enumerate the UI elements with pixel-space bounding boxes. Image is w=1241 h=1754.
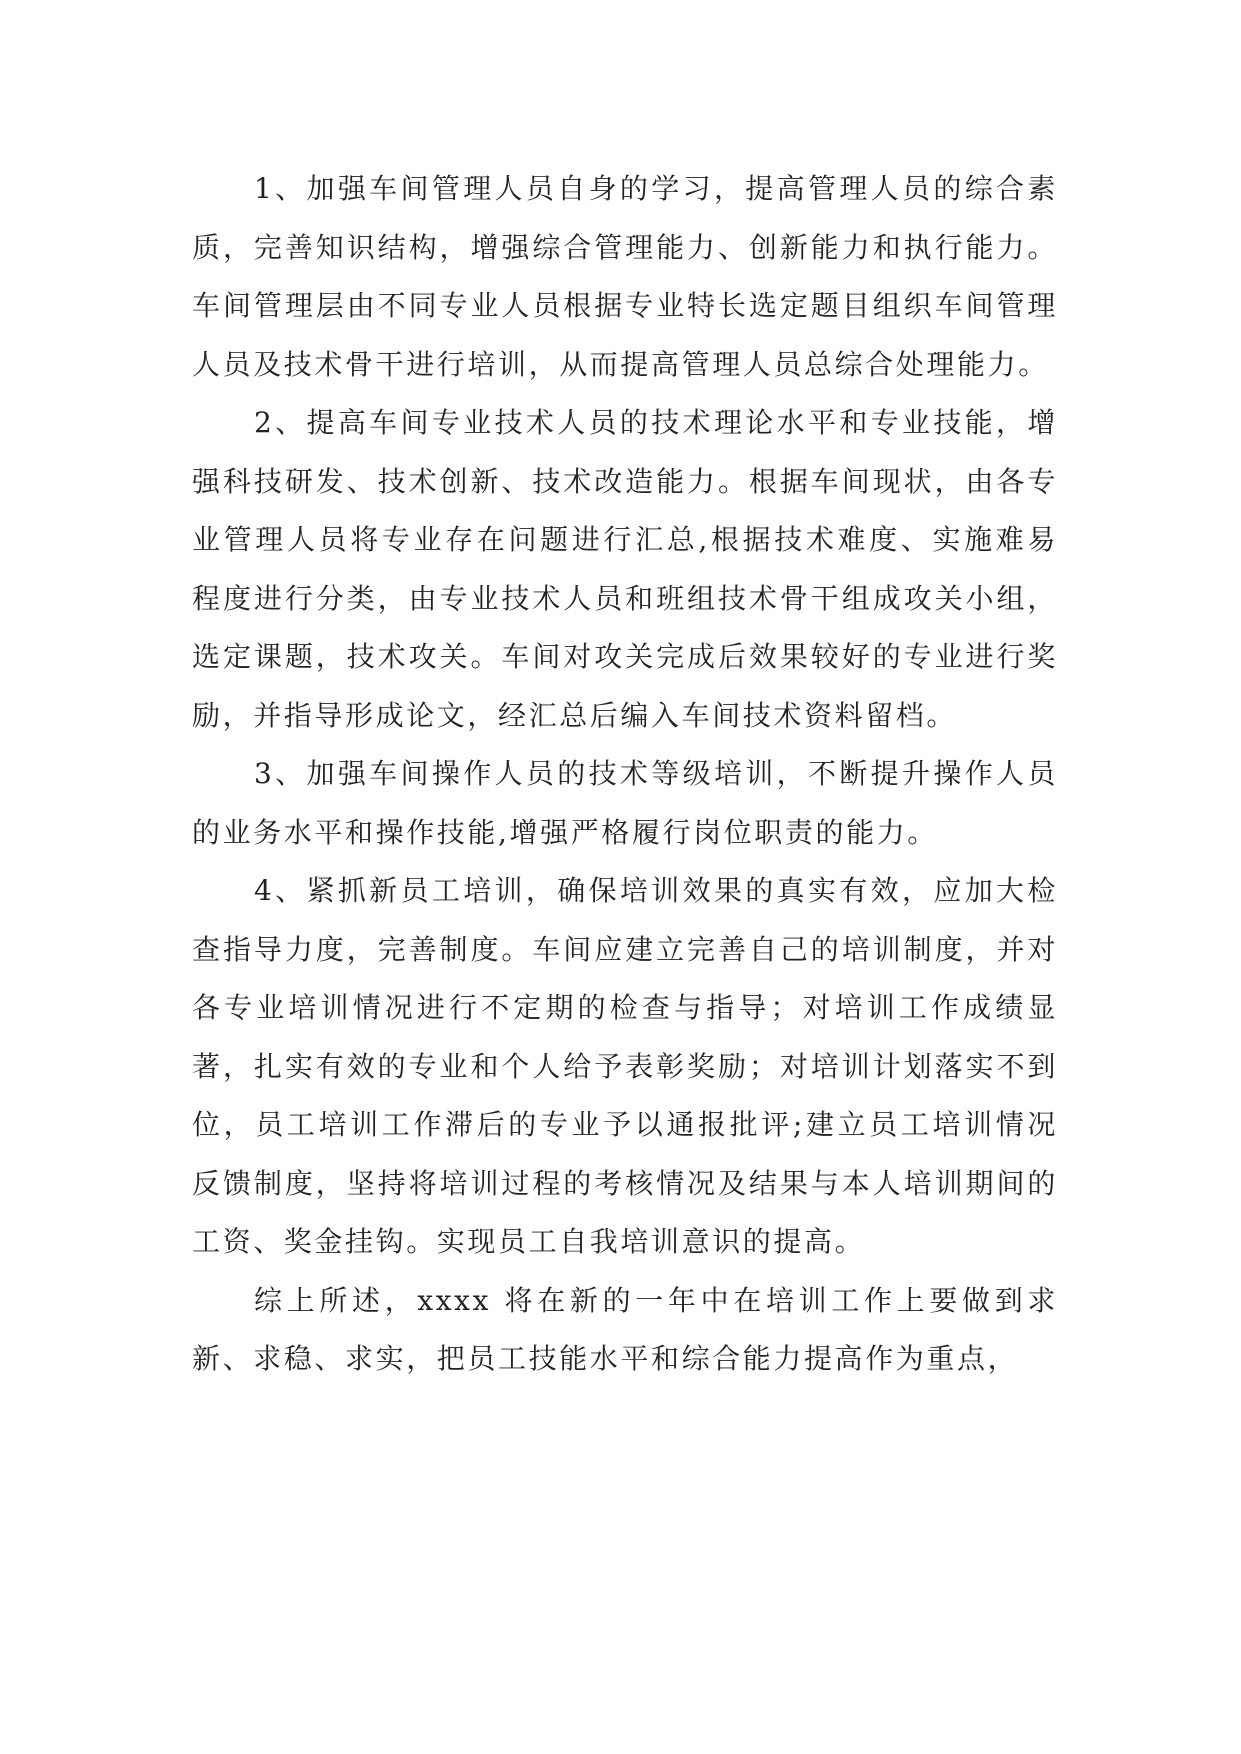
paragraph-5: 综上所述，xxxx 将在新的一年中在培训工作上要做到求新、求稳、求实，把员工技能水平和综合能力提高作为重点，: [192, 1283, 1058, 1375]
document-body: [192, 160, 1058, 1389]
paragraph-2: 2、提高车间专业技术人员的技术理论水平和专业技能，增强科技研发、技术创新、技术改造能力。根据车间现状，由各专业管理人员将专业存在问题进行汇总,根据技术难度、实施难易程度进行分类，由专业技术人员和班组技术骨干组成攻关小组，选定课题，技术攻关。车间对攻关完成后效果较好的专业进行奖励，并指导形成论文，经汇总后编入车间技术资料留档。: [192, 406, 1058, 732]
paragraph-1: 1、加强车间管理人员自身的学习，提高管理人员的综合素质，完善知识结构，增强综合管理能力、创新能力和执行能力。车间管理层由不同专业人员根据专业特长选定题目组织车间管理人员及技术骨干进行培训，从而提高管理人员总综合处理能力。: [192, 172, 1058, 381]
paragraph-3: 3、加强车间操作人员的技术等级培训，不断提升操作人员的业务水平和操作技能,增强严格履行岗位职责的能力。: [192, 757, 1058, 849]
paragraph-4: 4、紧抓新员工培训，确保培训效果的真实有效，应加大检查指导力度，完善制度。车间应建立完善自己的培训制度，并对各专业培训情况进行不定期的检查与指导；对培训工作成绩显著，扎实有效的专业和个人给予表彰奖励；对培训计划落实不到位，员工培训工作滞后的专业予以通报批评;建立员工培训情况反馈制度，坚持将培训过程的考核情况及结果与本人培训期间的工资、奖金挂钩。实现员工自我培训意识的提高。: [192, 874, 1058, 1258]
